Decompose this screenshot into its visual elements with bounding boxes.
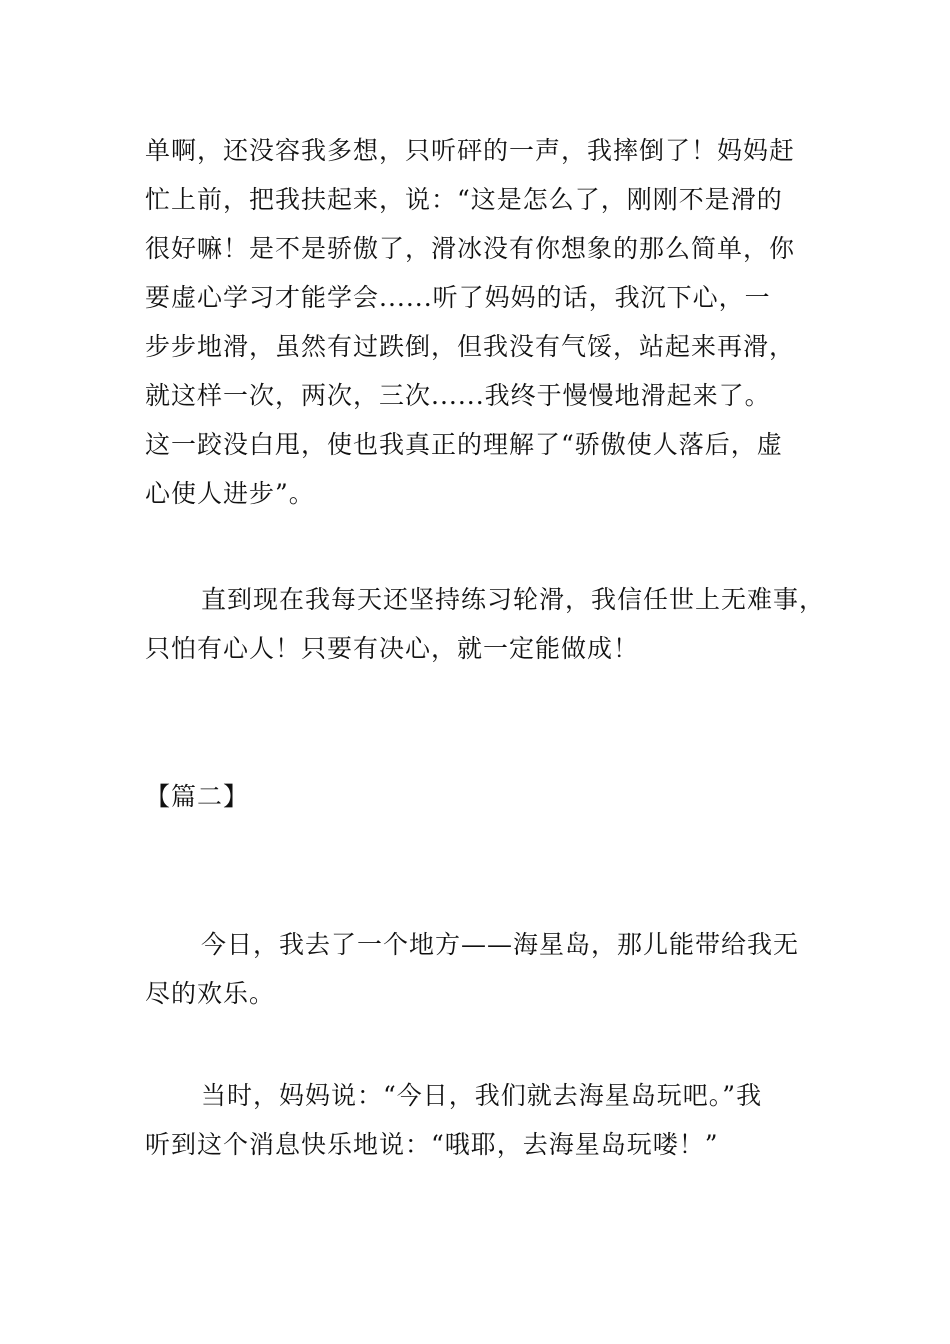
- paragraph-line: 只怕有心人！只要有决心，就一定能做成！: [145, 634, 640, 663]
- section-heading-text: 【篇二】: [145, 782, 250, 811]
- paragraph-line: 这一跤没白甩，使也我真正的理解了“骄傲使人落后，虚: [145, 430, 783, 459]
- paragraph-line: 尽的欢乐。: [145, 979, 276, 1008]
- paragraph-line: 就这样一次，两次，三次......我终于慢慢地滑起来了。: [145, 381, 771, 410]
- paragraph-line: 单啊，还没容我多想，只听砰的一声，我摔倒了！妈妈赶: [145, 136, 796, 165]
- paragraph-4: [145, 1071, 825, 1169]
- paragraph-3: [145, 920, 825, 1018]
- paragraph-line: 今日，我去了一个地方——海星岛，那儿能带给我无: [201, 930, 800, 959]
- paragraph-line: 心使人进步”。: [145, 479, 315, 508]
- paragraph-line: 忙上前，把我扶起来，说：“这是怎么了，刚刚不是滑的: [145, 185, 783, 214]
- paragraph-line: 步步地滑，虽然有过跌倒，但我没有气馁，站起来再滑，: [145, 332, 796, 361]
- paragraph-line: 直到现在我每天还坚持练习轮滑，我信任世上无难事，: [201, 585, 826, 614]
- paragraph-line: 听到这个消息快乐地说：“哦耶，去海星岛玩喽！”: [145, 1130, 719, 1159]
- paragraph-line: 很好嘛！是不是骄傲了，滑冰没有你想象的那么简单，你: [145, 234, 796, 263]
- paragraph-line: 要虚心学习才能学会......听了妈妈的话，我沉下心，一: [145, 283, 771, 312]
- paragraph-2: [145, 575, 825, 673]
- section-heading: [145, 772, 825, 821]
- paragraph-1: [145, 126, 825, 518]
- paragraph-line: 当时，妈妈说：“今日，我们就去海星岛玩吧。”我: [201, 1081, 763, 1110]
